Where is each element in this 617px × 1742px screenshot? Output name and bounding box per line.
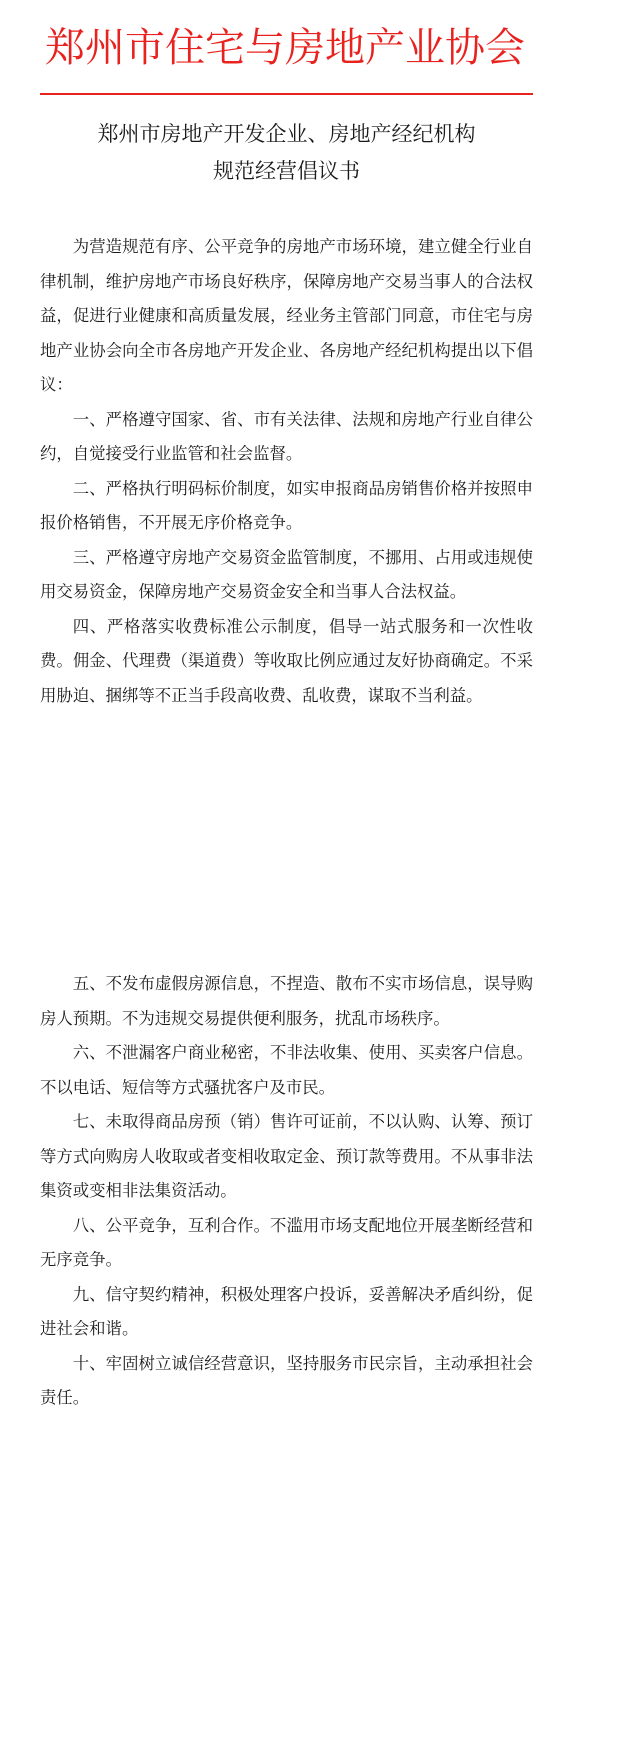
document-title-line-1: 郑州市房地产开发企业、房地产经纪机构: [97, 122, 476, 146]
proposal-item-9: 九、信守契约精神，积极处理客户投诉，妥善解决矛盾纠纷，促进社会和谐。: [40, 1284, 533, 1338]
proposal-item-2: 二、严格执行明码标价制度，如实申报商品房销售价格并按照申报价格销售，不开展无序价格竞争。: [40, 478, 533, 532]
proposal-item-8: 八、公平竞争，互利合作。不滥用市场支配地位开展垄断经营和无序竞争。: [40, 1215, 533, 1269]
intro-paragraph: 为营造规范有序、公平竞争的房地产市场环境，建立健全行业自律机制，维护房地产市场良好秩序，保障房地产交易当事人的合法权益，促进行业健康和高质量发展，经业务主管部门同意，市住宅与房地产业协会向全市各房地产开发企业、各房地产经纪机构提出以下倡议：: [40, 237, 533, 394]
proposal-item-6: 六、不泄漏客户商业秘密，不非法收集、使用、买卖客户信息。不以电话、短信等方式骚扰客户及市民。: [40, 1043, 533, 1097]
proposal-item-5: 五、不发布虚假房源信息，不捏造、散布不实市场信息，误导购房人预期。不为违规交易提供便利服务，扰乱市场秩序。: [40, 974, 533, 1028]
proposal-item-7: 七、未取得商品房预（销）售许可证前，不以认购、认筹、预订等方式向购房人收取或者变相收取定金、预订款等费用。不从事非法集资或变相非法集资活动。: [40, 1112, 533, 1200]
proposal-item-10: 十、牢固树立诚信经营意识，坚持服务市民宗旨，主动承担社会责任。: [40, 1353, 533, 1407]
proposal-item-1: 一、严格遵守国家、省、市有关法律、法规和房地产行业自律公约，自觉接受行业监管和社会监督。: [40, 409, 533, 463]
document-body-section-2: [40, 967, 533, 1416]
document-title-line-2: 规范经营倡议书: [213, 159, 360, 183]
letterhead-divider: [40, 93, 533, 95]
letterhead-org-name: 郑州市住宅与房地产业协会: [45, 25, 525, 71]
document-body-section-1: [40, 230, 533, 713]
document-title: [40, 116, 533, 190]
proposal-item-3: 三、严格遵守房地产交易资金监管制度，不挪用、占用或违规使用交易资金，保障房地产交易资金安全和当事人合法权益。: [40, 547, 533, 601]
proposal-item-4: 四、严格落实收费标准公示制度，倡导一站式服务和一次性收费。佣金、代理费（渠道费）等收取比例应通过友好协商确定。不采用胁迫、捆绑等不正当手段高收费、乱收费，谋取不当利益。: [40, 616, 533, 705]
